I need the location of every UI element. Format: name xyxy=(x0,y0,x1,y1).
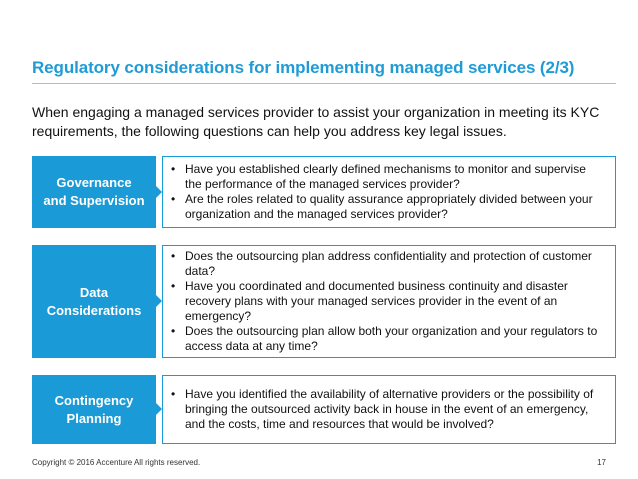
bullet-text: Are the roles related to quality assurance appropriately divided between your organization and the managed services provider? xyxy=(185,192,593,221)
bullet-list xyxy=(171,387,605,432)
list-item xyxy=(171,162,605,192)
section-label-line: Contingency xyxy=(54,392,134,408)
section-label-governance xyxy=(32,156,156,228)
section-label-line: Governance xyxy=(56,175,132,190)
section-data xyxy=(32,245,616,358)
bullet-marker: • xyxy=(171,192,176,206)
section-label-line: Considerations xyxy=(46,302,142,318)
section-label-line: Planning xyxy=(66,410,122,426)
section-label-data xyxy=(32,245,156,358)
copyright-footer: Copyright © 2016 Accenture All rights reserved. xyxy=(32,458,201,467)
list-item xyxy=(171,192,605,222)
bullet-text: Have you coordinated and documented business continuity and disaster recovery plans with your managed services provider in the event of an emergency? xyxy=(185,279,568,323)
bullet-text: Have you established clearly defined mechanisms to monitor and supervise the performance of the managed services provider? xyxy=(185,162,586,191)
bullet-marker: • xyxy=(171,324,176,338)
list-item xyxy=(171,387,605,432)
section-content-governance xyxy=(162,156,616,228)
list-item xyxy=(171,324,605,354)
bullet-text: Does the outsourcing plan allow both your organization and your regulators to access data at any time? xyxy=(185,324,598,353)
list-item xyxy=(171,249,605,279)
section-label-contingency xyxy=(32,375,156,444)
bullet-marker: • xyxy=(171,387,176,401)
section-label-line: and Supervision xyxy=(43,193,145,208)
bullet-text: Does the outsourcing plan address confidentiality and protection of customer data? xyxy=(185,249,592,278)
bullet-list xyxy=(171,249,605,354)
section-governance xyxy=(32,156,616,228)
section-content-contingency xyxy=(162,375,616,444)
bullet-text: Have you identified the availability of alternative providers or the possibility of bringing the outsourced activity back in house in the event of an emergency, and the costs, time and resources that would be involved? xyxy=(185,387,594,431)
title-divider xyxy=(32,83,616,84)
section-contingency xyxy=(32,375,616,444)
page-number: 17 xyxy=(597,458,606,467)
section-content-data xyxy=(162,245,616,358)
section-label-line: Data xyxy=(79,284,109,300)
bullet-list xyxy=(171,162,605,222)
list-item xyxy=(171,279,605,324)
intro-text: When engaging a managed services provider to assist your organization in meeting its KYC requirements, the following questions can help you address key legal issues. xyxy=(32,104,600,139)
bullet-marker: • xyxy=(171,279,176,293)
slide-title: Regulatory considerations for implementing managed services (2/3) xyxy=(32,58,575,77)
bullet-marker: • xyxy=(171,249,176,263)
bullet-marker: • xyxy=(171,162,176,176)
